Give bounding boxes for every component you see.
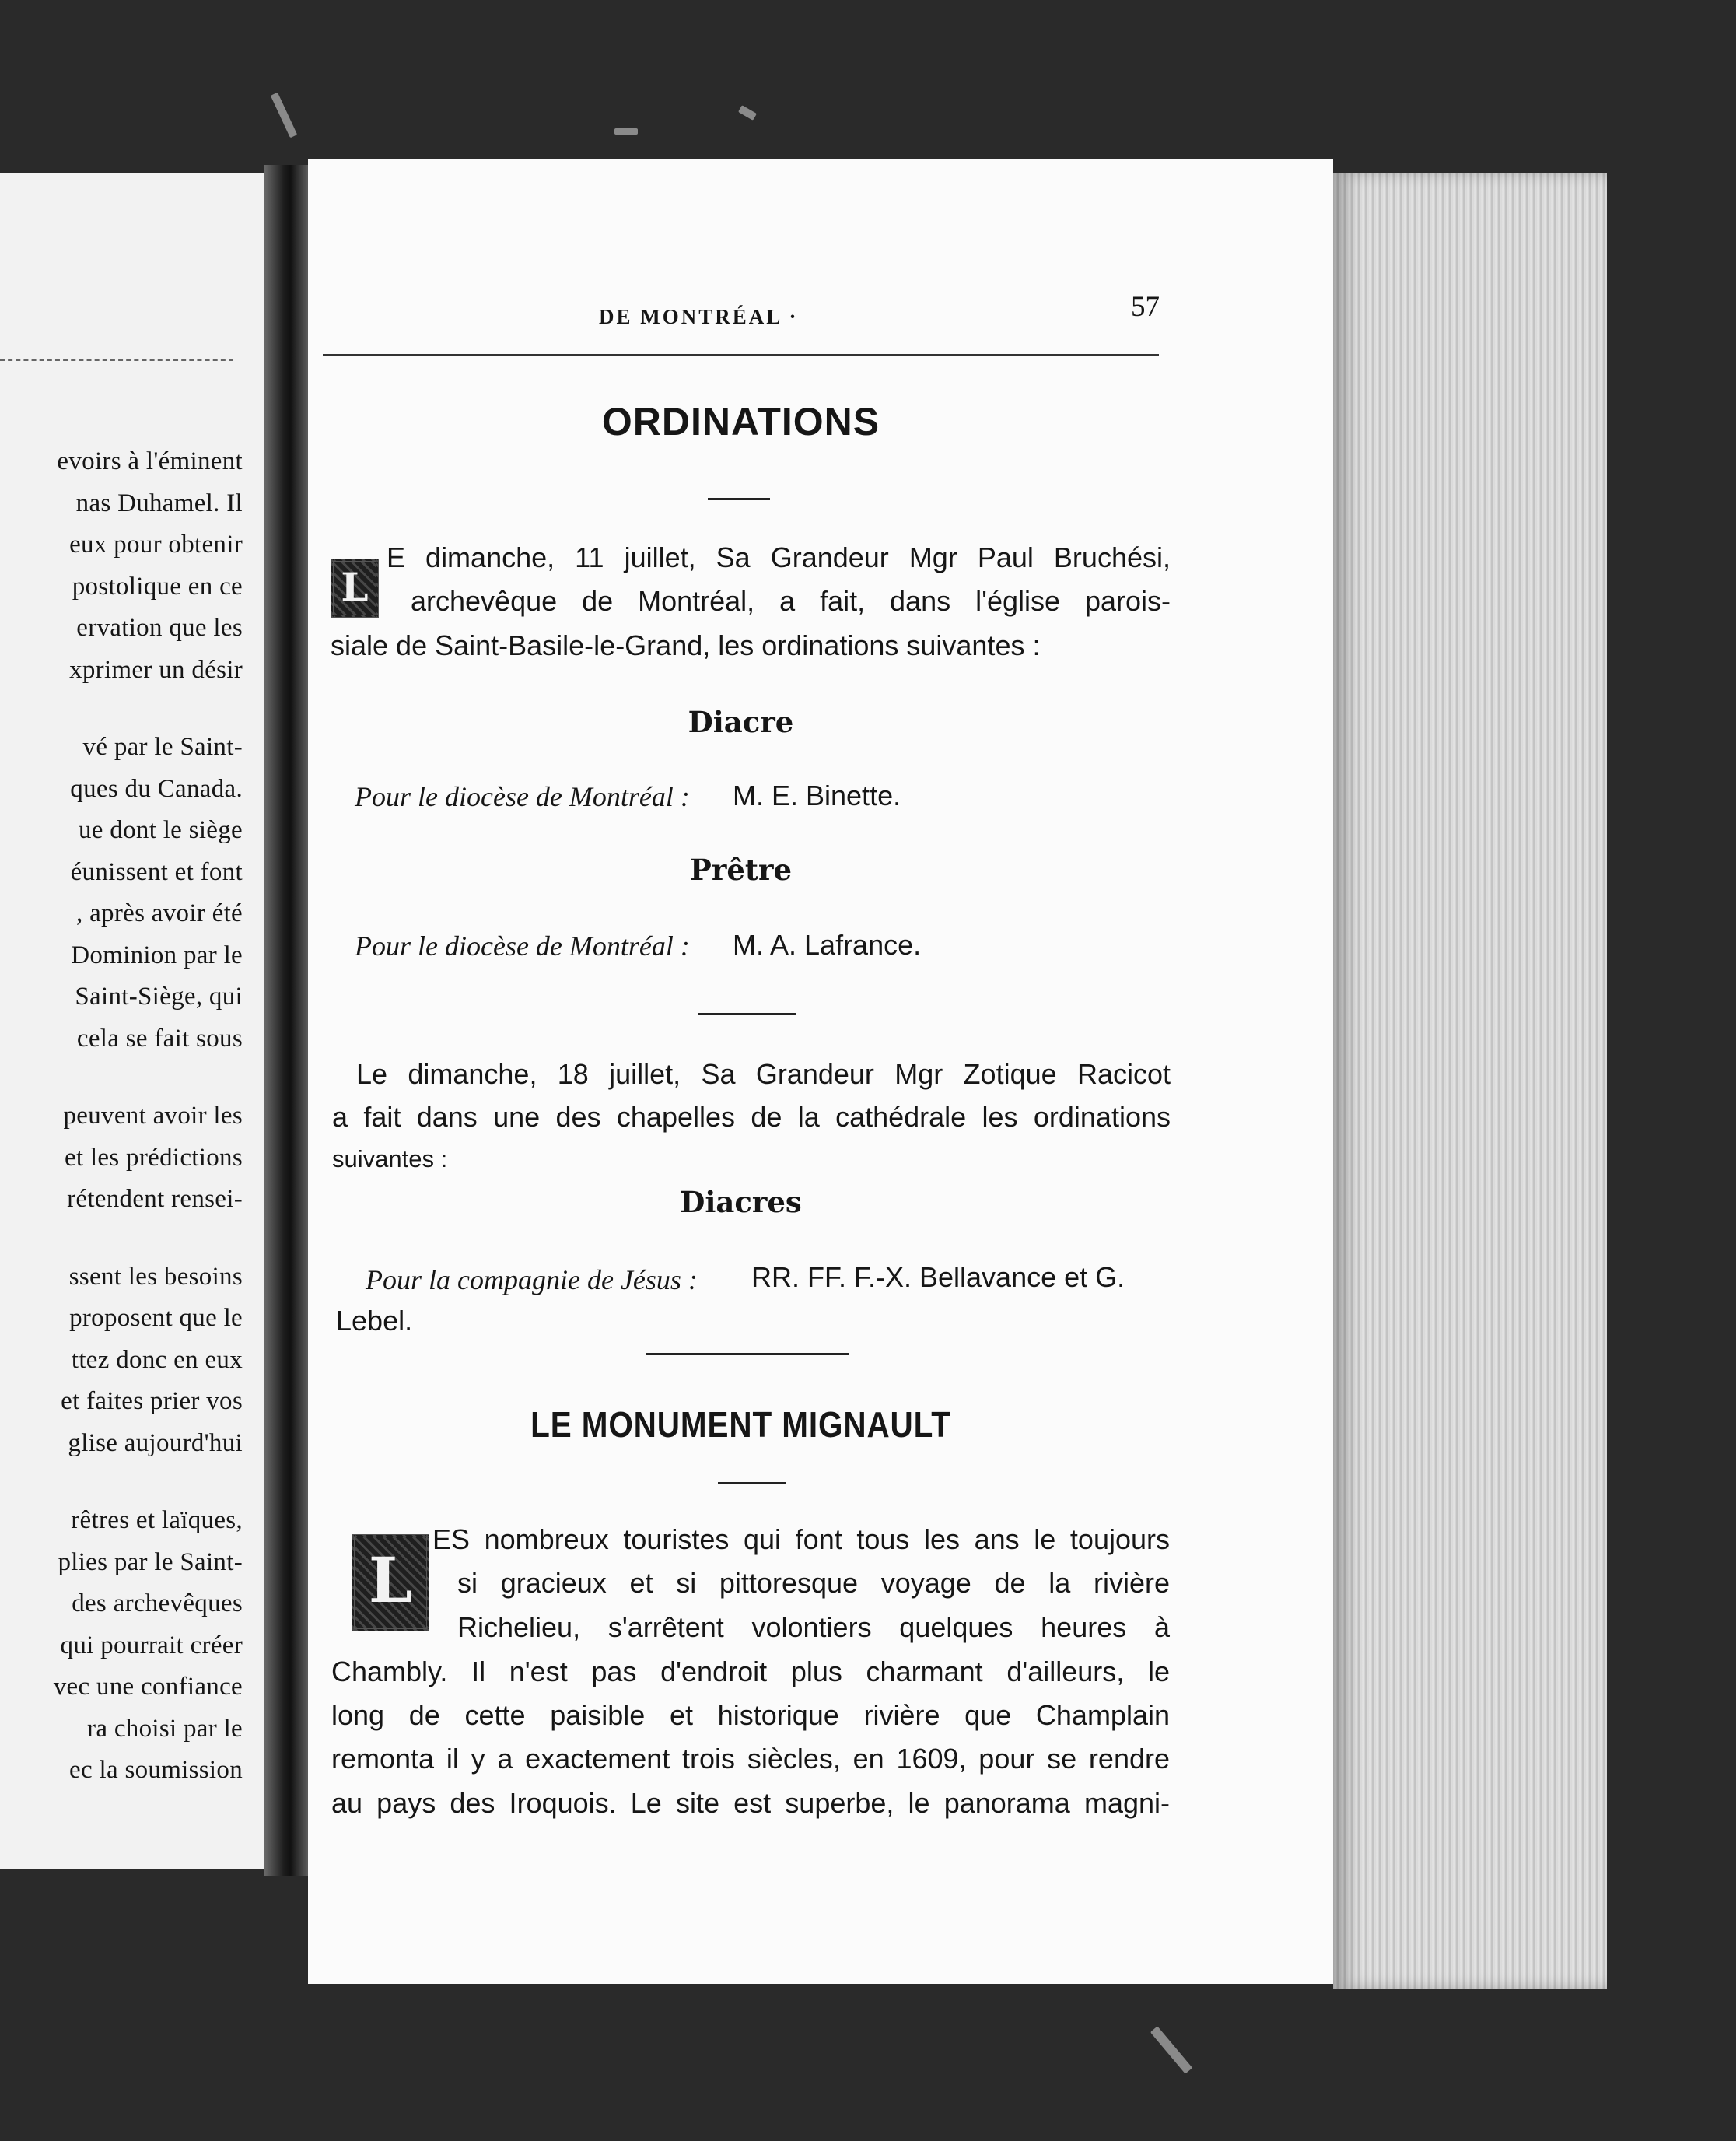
running-head: DE MONTRÉAL · xyxy=(599,305,799,328)
left-line: ra choisi par le xyxy=(87,1714,243,1743)
left-page xyxy=(0,173,264,1869)
left-line: ques du Canada. xyxy=(70,774,243,803)
left-line: éunissent et font xyxy=(70,857,243,886)
paragraph-line: Chambly. Il n'est pas d'endroit plus charmant d'ailleurs, le xyxy=(331,1656,1170,1687)
section-title-ordinations: ORDINATIONS xyxy=(601,400,880,443)
subheading-diacre: Diacre xyxy=(688,705,794,739)
ordinand-names: RR. FF. F.-X. Bellavance et G. xyxy=(751,1261,1125,1293)
ordinand-name: M. E. Binette. xyxy=(733,780,901,811)
left-line: ssent les besoins xyxy=(68,1262,243,1291)
paragraph-line: Richelieu, s'arrêtent volontiers quelques heures à xyxy=(457,1611,1170,1643)
left-line: des archevêques xyxy=(72,1589,243,1617)
background-speck xyxy=(271,93,297,138)
left-line: glise aujourd'hui xyxy=(68,1428,243,1457)
paragraph-line: long de cette paisible et historique rivière que Champlain xyxy=(331,1699,1170,1731)
section-divider xyxy=(646,1353,849,1355)
paragraph-line: si gracieux et si pittoresque voyage de la rivière xyxy=(457,1567,1170,1599)
left-line: peuvent avoir les xyxy=(63,1102,243,1130)
paragraph-line: a fait dans une des chapelles de la cathédrale les ordinations xyxy=(332,1101,1171,1133)
left-line: rétendent rensei- xyxy=(67,1185,243,1213)
drop-cap-letter: L xyxy=(331,559,379,618)
paragraph-line: remonta il y a exactement trois siècles, en 1609, pour se rendre xyxy=(331,1743,1170,1775)
left-line: eux pour obtenir xyxy=(69,531,243,559)
title-rule xyxy=(708,498,770,500)
paragraph-line: archevêque de Montréal, a fait, dans l'église parois- xyxy=(411,585,1171,617)
left-line: vé par le Saint- xyxy=(82,733,243,761)
left-line: et les prédictions xyxy=(64,1143,243,1172)
header-rule xyxy=(323,354,1159,356)
paragraph-line: ES nombreux touristes qui font tous les ans le toujours xyxy=(432,1523,1170,1555)
book-gutter xyxy=(264,165,308,1876)
paragraph-line: E dimanche, 11 juillet, Sa Grandeur Mgr Paul Bruchési, xyxy=(387,541,1171,573)
title-rule xyxy=(718,1482,786,1484)
left-line: rêtres et laïques, xyxy=(71,1506,243,1534)
paragraph-line: au pays des Iroquois. Le site est superbe, le panorama magni- xyxy=(331,1787,1170,1819)
left-line: Saint-Siège, qui xyxy=(75,983,243,1011)
left-line: ec la soumission xyxy=(69,1756,243,1784)
diocese-label: Pour le diocèse de Montréal : xyxy=(355,930,690,962)
left-line: qui pourrait créer xyxy=(60,1631,243,1659)
background-speck xyxy=(614,128,638,135)
left-line: Dominion par le xyxy=(71,941,243,969)
left-line: ue dont le siège xyxy=(79,816,243,844)
order-label: Pour la compagnie de Jésus : xyxy=(366,1264,698,1295)
diocese-label: Pour le diocèse de Montréal : xyxy=(355,781,690,812)
left-line: xprimer un désir xyxy=(69,655,243,684)
left-line: evoirs à l'éminent xyxy=(57,447,243,475)
left-page-text xyxy=(0,441,243,1792)
paragraph-line: Le dimanche, 18 juillet, Sa Grandeur Mgr Zotique Racicot xyxy=(356,1058,1171,1090)
drop-cap-letter: L xyxy=(352,1534,429,1631)
left-line: et faites prier vos xyxy=(61,1387,243,1415)
page-number: 57 xyxy=(1131,291,1160,323)
ordinand-name: M. A. Lafrance. xyxy=(733,929,922,961)
left-line: ttez donc en eux xyxy=(71,1345,243,1374)
background-speck xyxy=(1150,2026,1192,2073)
section-title-monument: LE MONUMENT MIGNAULT xyxy=(530,1404,951,1445)
separator-rule xyxy=(698,1013,796,1015)
left-line: vec une confiance xyxy=(53,1673,243,1701)
left-page-rule xyxy=(0,359,233,361)
background-speck xyxy=(738,105,757,121)
left-line: ervation que les xyxy=(76,614,243,642)
subheading-diacres: Diacres xyxy=(680,1185,802,1219)
left-line: nas Duhamel. Il xyxy=(75,489,243,517)
left-line: , après avoir été xyxy=(76,899,243,927)
left-line: cela se fait sous xyxy=(76,1024,243,1053)
page-edges xyxy=(1333,173,1607,1989)
paragraph-line: siale de Saint-Basile-le-Grand, les ordinations suivantes : xyxy=(331,629,1041,661)
left-line: proposent que le xyxy=(69,1304,243,1332)
paragraph-line: suivantes : xyxy=(332,1145,448,1172)
subheading-pretre: Prêtre xyxy=(690,853,792,887)
left-line: postolique en ce xyxy=(72,572,243,601)
left-line: plies par le Saint- xyxy=(58,1547,243,1576)
ordinand-names-cont: Lebel. xyxy=(336,1305,413,1337)
